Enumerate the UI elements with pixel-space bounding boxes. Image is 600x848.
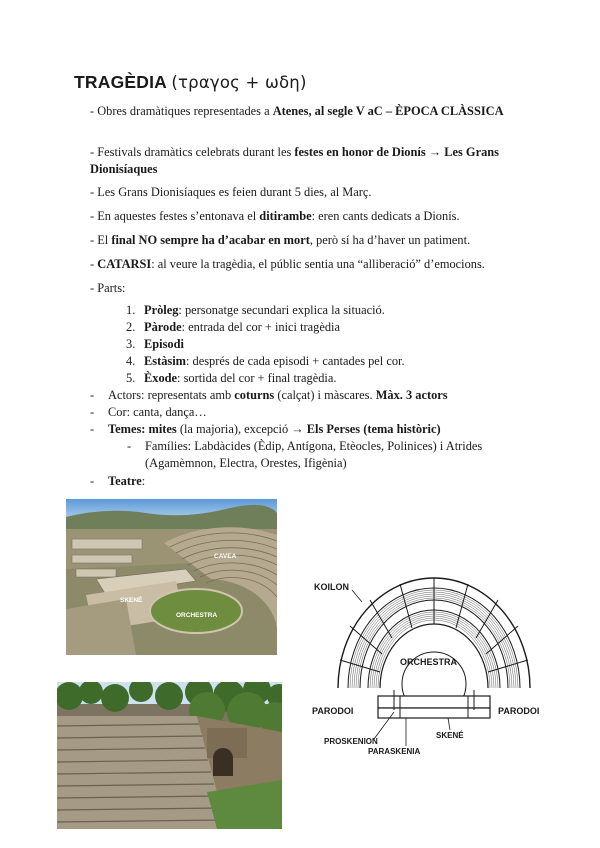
paragraph-final <box>90 232 530 249</box>
bullet-teatre <box>90 473 530 489</box>
bullet-temes <box>90 421 530 437</box>
list-number: 2. <box>126 320 136 334</box>
list-item <box>126 353 405 369</box>
bold-text: Màx. 3 actors <box>375 388 448 402</box>
bold-text: Estàsim <box>144 354 186 368</box>
dash: - <box>90 422 95 436</box>
title-greek: (τραγος + ωδη) <box>171 73 307 92</box>
diagram-label-koilon: KOILON <box>314 582 349 592</box>
theatre-photo-ruins <box>57 682 282 829</box>
dash: - <box>90 281 95 295</box>
dash: - <box>90 185 95 199</box>
dash: - <box>90 145 95 159</box>
list-item <box>126 319 340 335</box>
diagram-label-proskenion: PROSKENION <box>324 737 378 746</box>
text: : eren cants dedicats a Dionís. <box>311 209 460 223</box>
text: (calçat) i màscares. <box>274 388 376 402</box>
diagram-label-parodoi-left: PARODOI <box>312 706 354 716</box>
dash: - <box>90 209 95 223</box>
title-main: TRAGÈDIA <box>74 72 167 92</box>
bold-text: Teatre <box>108 474 142 488</box>
photo-label-cavea: CAVEA <box>214 553 237 560</box>
bold-text: Atenes, al segle V aC – ÈPOCA CLÀSSICA <box>272 104 504 118</box>
text: En aquestes festes s’entonava el <box>94 209 260 223</box>
bold-text: festes en honor de Dionís → Les Grans Dionisíaques <box>90 145 499 176</box>
paragraph-dies <box>90 184 530 201</box>
text: (la majoria), excepció → <box>176 422 307 436</box>
text: : personatge secundari explica la situació. <box>178 303 385 317</box>
sub-bullet-families <box>127 438 527 472</box>
bold-text: Pàrode <box>144 320 182 334</box>
text: Famílies: Labdàcides (Èdip, Antígona, Etèocles, Polinices) i Atrides (Agamèmnon, Electra, Orestes, Ifigènia) <box>145 439 483 470</box>
text: , però sí ha d’haver un patiment. <box>309 233 471 247</box>
diagram-label-paraskenia: PARASKENIA <box>368 747 421 756</box>
bold-text: Temes: mites <box>108 422 177 436</box>
theatre-photo-aerial <box>66 499 277 655</box>
paragraph-atenes <box>90 103 530 120</box>
list-number: 5. <box>126 371 136 385</box>
bold-text: coturns <box>234 388 275 402</box>
text: Les Grans Dionisíaques es feien durant 5 dies, al Març. <box>94 185 372 199</box>
paragraph-festivals <box>90 144 530 177</box>
diagram-label-orchestra: ORCHESTRA <box>400 657 458 667</box>
dash: - <box>90 104 95 118</box>
bold-text: ditirambe <box>259 209 312 223</box>
bold-text: Els Perses (tema històric) <box>306 422 441 436</box>
list-number: 1. <box>126 303 136 317</box>
text: : sortida del cor + final tragèdia. <box>177 371 337 385</box>
diagram-label-skene: SKENÉ <box>436 731 464 740</box>
diagram-label-parodoi-right: PARODOI <box>498 706 540 716</box>
dash: - <box>90 388 95 402</box>
text: Parts: <box>94 281 126 295</box>
bold-text: final NO sempre ha d’acabar en mort <box>111 233 310 247</box>
list-number: 3. <box>126 337 136 351</box>
bold-text: Episodi <box>144 337 184 351</box>
text: Actors: representats amb <box>108 388 235 402</box>
paragraph-parts <box>90 280 530 297</box>
list-number: 4. <box>126 354 136 368</box>
text: : al veure la tragèdia, el públic sentia una “alliberació” d’emocions. <box>151 257 485 271</box>
bold-text: Èxode <box>144 371 178 385</box>
paragraph-catarsi <box>90 256 530 273</box>
text: El <box>94 233 112 247</box>
dash: - <box>90 233 95 247</box>
list-item <box>126 370 336 386</box>
text: : entrada del cor + inici tragèdia <box>181 320 340 334</box>
dash: - <box>90 405 95 419</box>
bold-text: CATARSI <box>97 257 152 271</box>
photo-label-orchestra: ORCHESTRA <box>176 612 218 619</box>
text: Cor: canta, dança… <box>108 405 207 419</box>
list-item <box>126 336 184 352</box>
text: : <box>141 474 146 488</box>
text: : després de cada episodi + cantades pel cor. <box>186 354 405 368</box>
page-title <box>74 72 307 93</box>
bold-text: Pròleg <box>144 303 179 317</box>
dash: - <box>127 439 132 453</box>
theatre-plan-diagram <box>302 560 548 760</box>
text: Festivals dramàtics celebrats durant les <box>94 145 295 159</box>
bullet-actors <box>90 387 530 403</box>
text: Obres dramàtiques representades a <box>94 104 273 118</box>
bullet-cor <box>90 404 530 420</box>
list-item <box>126 302 385 318</box>
dash: - <box>90 257 95 271</box>
paragraph-ditirambe <box>90 208 530 225</box>
photo-label-skene: SKENÉ <box>120 597 143 604</box>
dash: - <box>90 474 95 488</box>
